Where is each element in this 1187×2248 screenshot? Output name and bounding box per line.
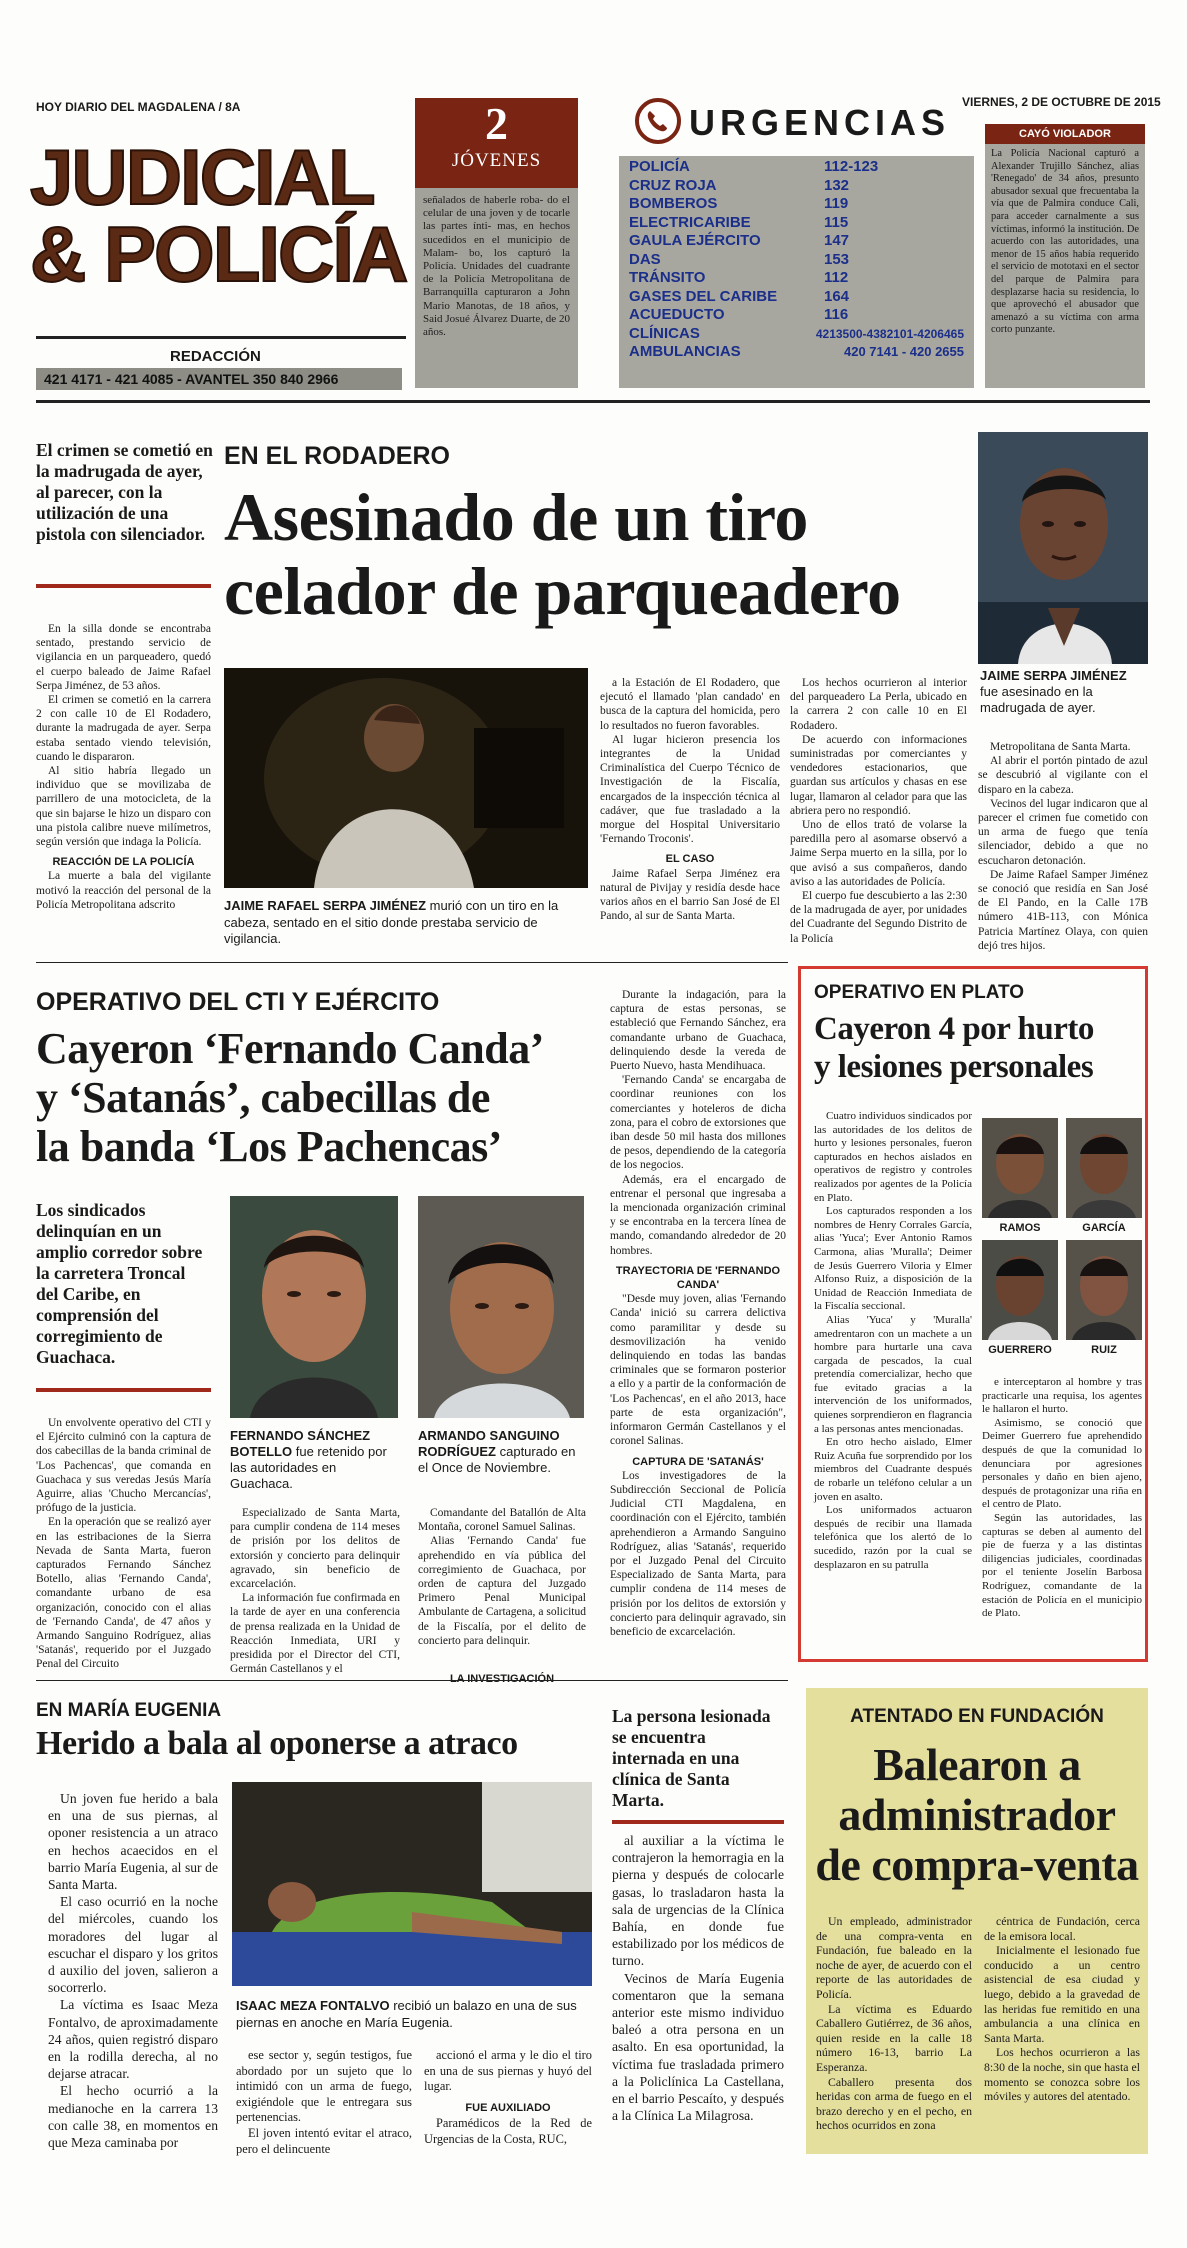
urgencia-number: 116 [824, 306, 849, 323]
urgencia-row [629, 288, 964, 307]
subhead: TRAYECTORIA DE 'FERNANDO CANDA' [615, 1264, 781, 1292]
redaccion-phones: 421 4171 - 421 4085 - AVANTEL 350 840 2966 [36, 368, 402, 390]
urgencias-list [619, 156, 974, 388]
paragraph: accionó el arma y le dio el tiro en una de sus piernas y huyó del lugar. [424, 2048, 592, 2094]
story5-headline [806, 1740, 1148, 1890]
story3-col2 [982, 1376, 1142, 1621]
story5-headline-line1: Balearon a [873, 1739, 1081, 1790]
paragraph: a la Estación de El Rodadero, que ejecutó el llamado 'plan candado' en busca de la captura del homicida, pero lo resultados no fueron favorables. [600, 677, 780, 732]
section-title-line2: & POLICÍA [30, 210, 407, 298]
story2-headline-line2: y ‘Satanás’, cabecillas de [36, 1073, 490, 1122]
story1-col1 [36, 622, 211, 912]
story3-headline-line2: y lesiones personales [814, 1049, 1094, 1085]
paragraph: Los uniformados actuaron después de recibir una llamada telefónica que los alertó de lo sucedido, razón por la cual se desplazaron en su patrulla [814, 1504, 972, 1571]
paragraph: "Desde muy joven, alias 'Fernando Canda' inició su carrera delictiva como paramilitar y desde su desmovilización ha venido delinquiendo en todas las bandas criminales que se formaron posterior a ello y a partir de la conformación de 'Los Pachencas', en el año 2013, hace parte de esta organización", informaron Germán Castellanos y el coronel Salinas. [610, 1293, 786, 1448]
paragraph: El cuerpo fue descubierto a las 2:30 de la madrugada de ayer, por unidades del Cuadrante del Segundo Distrito de la Policía [790, 890, 967, 945]
jovenes-number: 2 [485, 98, 508, 149]
paragraph: Al abrir el portón pintado de azul se descubrió al vigilante con el disparo en la cabeza. [978, 755, 1148, 796]
caption-text: murió con un tiro en la cabeza, sentado en el sitio donde prestaba servicio de vigilancia. [224, 898, 559, 946]
paragraph: céntrica de Fundación, cerca de la emisora local. [984, 1914, 1140, 1943]
paragraph: El crimen se cometió en la carrera 2 con calle 10 de El Rodadero, durante la madrugada de ayer. Serpa estaba sentado viendo televisión, cuando le dispararon. [36, 694, 211, 763]
urgencia-number: 4213500-4382101-4206465 [815, 326, 964, 341]
paragraph: En la operación que se realizó ayer en las estribaciones de la Sierra Nevada de Santa Marta, fueron capturados Fernando Sánchez Botello, alias 'Fernando Canda', comandante urbano de esa organización, conocido con el alias de 'Fernando Canda', de 47 años y Armando Sanguino Rodríguez, alias 'Satanás', requerido por el Juzgado Penal del Circuito [36, 1516, 211, 1671]
jovenes-header [415, 98, 578, 188]
urgencia-name: TRÁNSITO [629, 269, 706, 286]
section-rule [36, 962, 788, 963]
urgencia-row [629, 251, 964, 270]
urgencia-row [629, 195, 964, 214]
paragraph: Asimismo, se conoció que Deimer Guerrero fue aprehendido después de que la comunidad lo denunciara por agresiones personales y daño en bien ajeno, después de protagonizar una riña en el centro de Plato. [982, 1416, 1142, 1511]
paragraph: Comandante del Batallón de Alta Montaña, coronel Samuel Salinas. [418, 1507, 586, 1534]
urgencia-number: 164 [824, 287, 850, 305]
story3-kicker: OPERATIVO EN PLATO [814, 982, 1025, 1003]
paragraph: Al lugar hicieron presencia los integrantes de la Unidad Criminalística del Cuerpo Técnico de Investigación de la Fiscalía, encargados de la inspección técnica al cadáver, que fue trasladado a la morgue del Hospital Universitario 'Fernando Troconis'. [600, 733, 780, 846]
story1-lead-rule [36, 584, 211, 588]
story2-col3 [418, 1506, 586, 1686]
paragraph: e interceptaron al hombre y tras practicarle una requisa, los agentes le hallaron el hurto. [982, 1376, 1142, 1416]
serpa-portrait [978, 432, 1148, 664]
paragraph: El joven intentó evitar el atraco, pero el delincuente [236, 2125, 412, 2156]
caption-name: ISAAC MEZA FONTALVO [236, 1998, 390, 2013]
caption-name: JAIME RAFAEL SERPA JIMÉNEZ [224, 898, 427, 913]
ruiz-photo [1066, 1240, 1142, 1340]
urgencia-name: ACUEDUCTO [629, 306, 725, 323]
section-title-line1: JUDICIAL [30, 133, 374, 221]
story1-lead: El crimen se cometió en la madrugada de ayer, al parecer, con la utilización de una pistola con silenciador. [36, 440, 213, 544]
paragraph: Alias 'Yuca' y 'Muralla' amedrentaron con un machete a un hombre para hurtarle una cava cargada de pescados, la cual pretendía comercializar, hecho que fue evitado gracias a la intervención de los uniformados, quienes sorprendieron en flagrancia a las personas antes mencionadas. [814, 1313, 972, 1435]
paragraph: Especializado de Santa Marta, para cumplir condena de 114 meses de prisión por los delitos de extorsión y concierto para delinquir agravado, sin beneficio de excarcelación. [230, 1507, 400, 1591]
serpa-portrait-caption [980, 668, 1148, 716]
subhead: FUE AUXILIADO [465, 2101, 551, 2114]
story4-col2 [236, 2048, 412, 2157]
header-bottom-rule [36, 400, 1150, 403]
urgencias-title: URGENCIAS [689, 102, 951, 143]
urgencia-name: BOMBEROS [629, 195, 718, 212]
story2-col2 [230, 1506, 400, 1676]
section-title [30, 133, 410, 298]
sanguino-caption [418, 1428, 586, 1476]
subhead: CAPTURA DE 'SATANÁS' [632, 1455, 764, 1468]
paragraph: Los investigadores de la Subdirección Seccional de Policía Judicial CTI Magdalena, en coordinación con el Ejército, también aprehendieron a Armando Sanguino Rodríguez, alias 'Satanás', requerido por el Juzgado Penal del Circuito Especializado de Santa Marta, para cumplir condena de 114 meses de prisión por los delitos de extorsión y concierto para delinquir agravado, sin beneficio de excarcelación. [610, 1469, 786, 1638]
face-label-ramos: RAMOS [999, 1222, 1041, 1234]
story1-kicker: EN EL RODADERO [224, 442, 450, 470]
story2-lead-rule [36, 1388, 211, 1392]
urgencia-number: 112 [824, 269, 849, 286]
caption-text: fue asesinado en la madrugada de ayer. [980, 684, 1096, 715]
paragraph: En la silla donde se encontraba sentado, prestando servicio de vigilancia en un parqueadero, quedó el cuerpo baleado de Jaime Rafael Serpa Jiménez, de 53 años. [36, 623, 211, 692]
urgencia-name: ELECTRICARIBE [629, 213, 751, 231]
paragraph: De Jaime Rafael Samper Jiménez se conoció que residía en San José de El Pando, en la Calle 17B número 41B-113, con Mónica Patricia Martínez Olaya, con quien dejó tres hijos. [978, 868, 1148, 952]
story2-headline-line3: la banda ‘Los Pachencas’ [36, 1122, 502, 1171]
edition-label: HOY DIARIO DEL MAGDALENA / 8A [36, 100, 241, 114]
sanchez-photo [230, 1196, 398, 1418]
story5-kicker: ATENTADO EN FUNDACIÓN [850, 1706, 1104, 1727]
face-label-garcia: GARCÍA [1082, 1222, 1126, 1234]
redaccion-label: REDACCIÓN [170, 348, 261, 365]
injured-man-photo [232, 1782, 592, 1986]
story1-headline-line1: Asesinado de un tiro [224, 479, 808, 555]
urgencia-name: CRUZ ROJA [629, 176, 717, 194]
cayo-violador-box [985, 124, 1145, 388]
story5-col2 [984, 1914, 1140, 2104]
paragraph: Los capturados responden a los nombres de Henry Corrales García, alias 'Yuca'; Ever Antonio Ramos Carmona, alias 'Muralla'; Deimer de Jesús Guerrero Viloria y Elmer Alfonso Ruiz, a disposición de la Unidad de Reacción Inmediata de la Fiscalía seccional. [814, 1205, 972, 1313]
paragraph: La víctima es Eduardo Caballero Gutiérrez, de 36 años, quien reside en la calle 18 número 16-13, barrio La Esperanza. [816, 2001, 972, 2074]
story1-headline-line2: celador de parqueadero [224, 553, 901, 629]
paragraph: Durante la indagación, para la captura de estas personas, se estableció que Fernando Sánchez, era comandante urbano de Guachaca, delinquiendo desde la vereda de Puerto Nuevo, hasta Mendihuaca. [610, 989, 786, 1073]
urgencia-number: 153 [824, 250, 850, 268]
paragraph: Un joven fue herido a bala en una de sus piernas, al oponer resistencia a un atraco en hechos acaecidos en el barrio María Eugenia, al sur de Santa Marta. [48, 1791, 218, 1893]
story2-kicker: OPERATIVO DEL CTI Y EJÉRCITO [36, 988, 440, 1016]
paragraph: Paramédicos de la Red de Urgencias de la Costa, RUC, [424, 2116, 592, 2146]
story4-lead-rule [612, 1820, 784, 1824]
story4-lead: La persona lesionada se encuentra internada en una clínica de Santa Marta. [612, 1706, 771, 1810]
urgencia-number: 112-123 [824, 158, 879, 175]
paragraph: ese sector y, según testigos, fue abordado por un sujeto que lo intimidó con un arma de fuego, exigiéndole que le entregara sus pertenencias. [236, 2048, 412, 2125]
caption-name: FERNANDO SÁNCHEZ BOTELLO [230, 1428, 371, 1459]
caption-name: ARMANDO SANGUINO RODRÍGUEZ [418, 1428, 560, 1459]
story4-col4 [612, 1832, 784, 2124]
story1-headline [224, 480, 964, 628]
story2-headline [36, 1024, 596, 1171]
story1-col2 [600, 676, 780, 923]
story4-col1 [48, 1790, 218, 2151]
caption-text: capturado en el Once de Noviembre. [418, 1444, 576, 1475]
section-rule [36, 1680, 788, 1681]
urgencia-name: AMBULANCIAS [629, 343, 741, 360]
paragraph: Jaime Rafael Serpa Jiménez era natural de Pivijay y residía desde hace varios años en el barrio San José de El Pando, al sur de Santa Marta. [600, 867, 780, 923]
urgencia-row [629, 232, 964, 251]
garcia-photo [1066, 1118, 1142, 1218]
crime-photo-caption [224, 898, 588, 948]
urgencia-number: 147 [824, 232, 850, 249]
paragraph: La muerte a bala del vigilante motivó la reacción del personal de la Policía Metropolitana adscrito [36, 870, 211, 911]
sanguino-photo [418, 1196, 584, 1418]
caption-text: fue retenido por las autoridades en Guachaca. [230, 1444, 387, 1491]
header-divider [36, 336, 406, 339]
paragraph: Los hechos ocurrieron a las 8:30 de la noche, sin que hasta el momento se conozca sobre los móviles y autores del atentado. [984, 2045, 1140, 2104]
story5-headline-line3: de compra-venta [815, 1839, 1139, 1890]
urgencias-header [603, 98, 978, 148]
paragraph: al auxiliar a la víctima le contrajeron la hemorragia en la pierna y después de colocarle gasas, lo trasladaron hasta la sala de urgencias de la Clínica Bahía, en donde fue estabilizado por los médicos de turno. [612, 1833, 784, 1969]
story2-lead: Los sindicados delinquían en un amplio corredor sobre la carretera Troncal del Caribe, en comprensión del corregimiento de Guachaca. [36, 1200, 203, 1367]
paragraph: 'Fernando Canda' se encargaba de coordinar reuniones con los comerciantes y hoteleros de dicha zona, para el cobro de extorsiones que iban desde 50 mil hasta dos millones de pesos, dependiendo de la categoría de los negocios. [610, 1074, 786, 1172]
urgencia-row [629, 177, 964, 196]
urgencia-name: GAULA EJÉRCITO [629, 232, 761, 249]
urgencia-number: 115 [824, 213, 849, 231]
cayo-violador-text: La Policía Nacional capturó a Alexander Trujillo Sánchez, alias 'Renegado' de 34 años, presunto abusador sexual que frecuentaba la vía que de Palmira conduce Cali, para acceder carnalmente a sus víctimas, informó la institución. De acuerdo con las autoridades, una menor de 15 años había requerido el servicio de mototaxi en el sector del parque de Palmira para desplazarse hacia su residencia, lo que aprovechó el abusador que amenazó a su víctima con arma corto punzante. [991, 148, 1139, 336]
phone-icon [635, 98, 681, 144]
story4-kicker: EN MARÍA EUGENIA [36, 1700, 222, 1721]
ramos-photo [982, 1118, 1058, 1218]
caption-text: recibió un balazo en una de sus piernas en anoche en María Eugenia. [236, 1998, 577, 2030]
face-label-ruiz: RUIZ [1091, 1344, 1117, 1356]
face-label-guerrero: GUERRERO [988, 1344, 1052, 1356]
subhead: EL CASO [665, 853, 715, 866]
paragraph: Metropolitana de Santa Marta. [990, 741, 1131, 753]
story5-headline-line2: administrador [838, 1789, 1116, 1840]
story1-col3 [790, 676, 967, 946]
story2-col1 [36, 1416, 211, 1672]
sanchez-caption [230, 1428, 400, 1492]
paragraph: De acuerdo con informaciones suministradas por comerciantes y vendedores estacionarios, que guardan sus artículos y chasas en ese lugar, llamaron al celador para que las abriera pero no respondió. [790, 733, 967, 817]
paragraph: Inicialmente el lesionado fue conducido a un centro asistencial de esa ciudad y luego, debido a la gravedad de las heridas fue remitido en una ambulancia a una clínica en Santa Marta. [984, 1943, 1140, 2045]
story3-col1 [814, 1110, 972, 1572]
paragraph: El hecho ocurrió a la medianoche en la carrera 13 con calle 38, en momentos en que Meza caminaba por [48, 2083, 218, 2151]
urgencia-number: 132 [824, 176, 850, 194]
urgencia-row [629, 306, 964, 325]
jovenes-box [415, 98, 578, 388]
paragraph: El caso ocurrió en la noche del miércoles, cuando los moradores del lugar al escuchar el disparo y los gritos d auxilio del joven, salieron a socorrerlo. [48, 1894, 218, 1996]
paragraph: Además, era el encargado de entrenar el personal que ingresaba a la mencionada organización criminal y se encontraba en la tercera línea de mando, comandando alrededor de 20 hombres. [610, 1173, 786, 1257]
guerrero-photo [982, 1240, 1058, 1340]
paragraph: La información fue confirmada en la tarde de ayer en una conferencia de prensa realizada en la Unidad de Reacción Inmediata, URI y presidida por el Director del CTI, Germán Castellanos y el [230, 1592, 400, 1676]
story3-headline [814, 1010, 1144, 1086]
paragraph: Cuatro individuos sindicados por las autoridades de los delitos de hurto y lesiones personales, fueron capturados en hechos aislados en operativos de registro y controles realizados por agentes de la Policía en Plato. [814, 1110, 972, 1204]
jovenes-label: JÓVENES [451, 150, 542, 171]
paragraph: Los hechos ocurrieron al interior del parqueadero La Perla, ubicado en la carrera 2 con calle 10 en El Rodadero. [790, 677, 967, 732]
urgencia-number: 420 7141 - 420 2655 [844, 344, 964, 359]
urgencia-row [629, 343, 964, 362]
paragraph: En otro hecho aislado, Elmer Ruiz Acuña fue sorprendido por los miembros del Cuadrante después de robarle un teléfono celular a un joven en asalto. [814, 1436, 972, 1503]
story1-col4 [978, 740, 1148, 953]
story2-col4 [610, 988, 786, 1639]
urgencia-number: 119 [824, 195, 849, 212]
paragraph: Caballero presenta dos heridas con arma de fuego en el brazo derecho y en el pecho, en hechos ocurridos en zona [816, 2074, 972, 2133]
jovenes-text: señalados de haberle roba- do el celular de una joven y de tocarle las partes ínti- mas, en hechos sucedidos en el municipio de Malam- bo, los capturó la Policía. Unidades del cuadrante de la Policía Metropolitana de Barranquilla capturaron a John Mario Manotas, de 18 años, y Said Josué Álvarez Duarte, de 20 años. [423, 194, 570, 339]
paragraph: La víctima es Isaac Meza Fontalvo, de aproximadamente 24 años, quien registró disparo en la rodilla derecha, al no dejarse atracar. [48, 1997, 218, 2082]
injured-photo-caption [236, 1998, 592, 2031]
crime-scene-photo [224, 668, 588, 888]
paragraph: Al sitio habría llegado un individuo que se movilizaba de parrillero de una motocicleta, de la que sin bajarse le hizo un disparo con una pistola calibre nueve milímetros, según versión que indaga la Policía. [36, 765, 211, 849]
urgencias-box [603, 98, 978, 388]
urgencia-name: DAS [629, 250, 661, 268]
paragraph: Uno de ellos trató de volarse la paredilla pero al asomarse observó a Jaime Serpa muerto en la silla, por lo que avisó a sus compañeros, dando aviso a las autoridades de Policía. [790, 819, 967, 888]
paragraph: Alias 'Fernando Canda' fue aprehendido en vía pública del corregimiento de Guachaca, por orden de captura del Juzgado Primero Penal Municipal Ambulante de Cartagena, a solicitud de la Fiscalía, por el delito de concierto para delinquir. [418, 1535, 586, 1647]
story3-headline-line1: Cayeron 4 por hurto [814, 1011, 1094, 1047]
subhead: REACCIÓN DE LA POLICÍA [52, 856, 195, 869]
paragraph: Según las autoridades, las capturas se deben al aumento del pie de fuerza y a las distintas diligencias judiciales, coordinadas por el teniente Joselín Barbosa Rodríguez, comandante de la estación de Policía en el municipio de Plato. [982, 1511, 1142, 1620]
story5-col1 [816, 1914, 972, 2133]
cayo-violador-title: CAYÓ VIOLADOR [985, 124, 1145, 144]
paragraph: Un envolvente operativo del CTI y el Ejército culminó con la captura de dos cabecillas de la banda criminal de 'Los Pachencas', que comanda en Guachaca y sus veredas Jesús María Aguirre, alias 'Chucho Mercancías', prófugo de la justicia. [36, 1417, 211, 1515]
urgencia-row [629, 269, 964, 288]
urgencia-row [629, 325, 964, 344]
urgencia-name: GASES DEL CARIBE [629, 287, 778, 305]
caption-name: JAIME SERPA JIMÉNEZ [980, 668, 1127, 683]
urgencia-name: CLÍNICAS [629, 324, 700, 342]
urgencia-name: POLICÍA [629, 158, 690, 175]
issue-date: VIERNES, 2 DE OCTUBRE DE 2015 [962, 95, 1161, 109]
paragraph: Vecinos de María Eugenia comentaron que la semana anterior este mismo individuo baleó a otra persona en un asalto. En esa oportunidad, la víctima fue trasladada primero a la Policlínica La Castellana, en el barrio Pescaíto, y después a la Clínica La Milagrosa. [612, 1970, 784, 2124]
urgencia-row [629, 214, 964, 233]
urgencia-row [629, 158, 964, 177]
paragraph: Un empleado, administrador de una compra-venta en Fundación, fue baleado en la noche de ayer, de acuerdo con el reporte de las autoridades de Policía. [816, 1914, 972, 2001]
story2-headline-line1: Cayeron ‘Fernando Canda’ [36, 1024, 544, 1073]
story4-headline: Herido a bala al oponerse a atraco [36, 1725, 518, 1762]
paragraph: Vecinos del lugar indicaron que al parecer el crimen fue cometido con un arma de fuego que tenía silenciador, debido a que no escucharon detonación. [978, 797, 1148, 867]
story4-col3 [424, 2048, 592, 2148]
